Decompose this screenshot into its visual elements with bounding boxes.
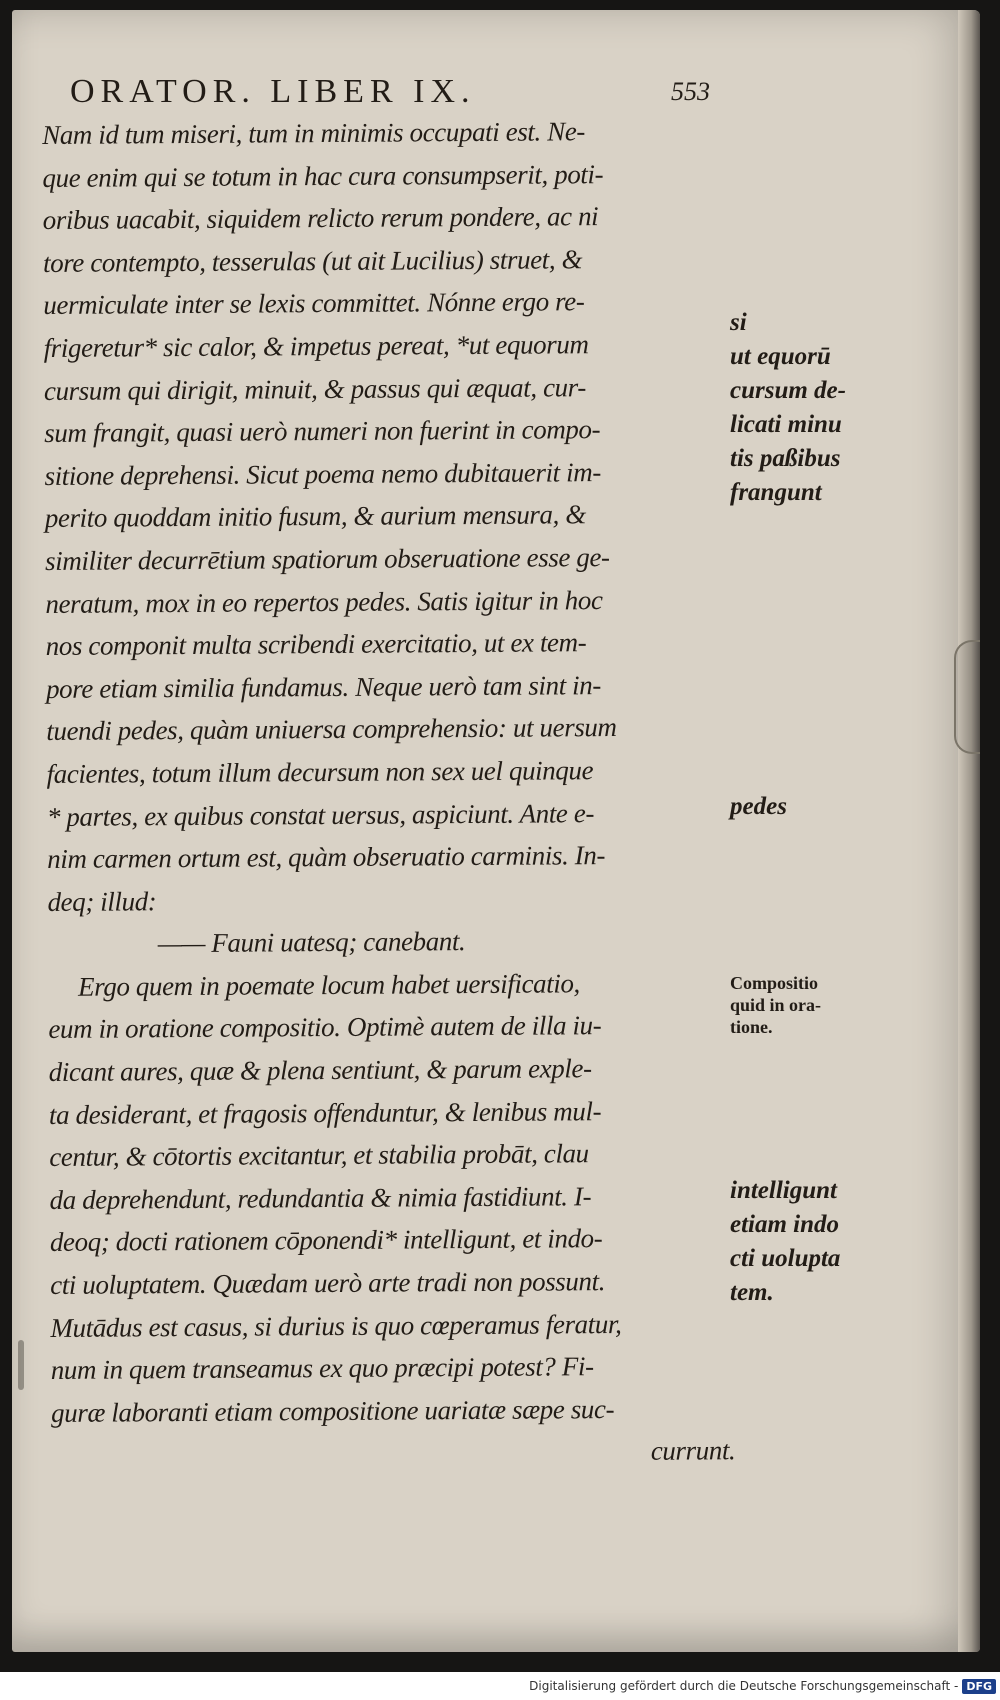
text-line: oribus uacabit, siquidem relicto rerum pondere, ac ni <box>42 201 599 236</box>
text-line: cursum qui dirigit, minuit, & passus qui æquat, cur- <box>43 371 586 406</box>
text-line: deoq; docti rationem cōponendi* intelligunt, et indo- <box>49 1223 603 1258</box>
text-line: que enim qui se totum in hac cura consumpserit, poti- <box>42 158 604 193</box>
margin-note-line: licati minu <box>730 411 842 438</box>
margin-note-equorum <box>730 306 846 510</box>
margin-note-line: tione. <box>730 1017 773 1037</box>
text-line: frigeretur* sic calor, & impetus pereat, *ut equorum <box>43 329 589 363</box>
text-line: cti uoluptatem. Quædam uerò arte tradi non possunt. <box>50 1266 606 1301</box>
running-head <box>70 72 710 112</box>
verse-quotation: —— Fauni uatesq; canebant. <box>157 926 466 959</box>
catchword-line: currunt. <box>650 1435 736 1467</box>
text-line: neratum, mox in eo repertos pedes. Satis igitur in hoc <box>45 584 603 619</box>
text-line: dicant aures, quæ & plena sentiunt, & parum exple- <box>48 1053 592 1088</box>
text-line: Mutādus est casus, si durius is quo cœperamus feratur, <box>50 1308 622 1343</box>
page-number: 553 <box>671 77 710 106</box>
text-line: guræ laboranti etiam compositione uariatæ sæpe suc- <box>50 1393 615 1428</box>
text-line: perito quoddam initio fusum, & aurium mensura, & <box>44 499 586 534</box>
ink-smudge <box>18 1340 24 1390</box>
page-clip <box>954 640 980 754</box>
dfg-logo-icon: DFG <box>962 1679 996 1694</box>
text-line: num in quem transeamus ex quo præcipi potest? Fi- <box>50 1351 594 1386</box>
margin-note-line: cti uolupta <box>730 1245 841 1272</box>
text-line: eum in oratione compositio. Optimè autem de illa iu- <box>48 1010 602 1045</box>
margin-note-line: quid in ora- <box>730 995 822 1015</box>
margin-note-line: Compositio <box>730 973 819 993</box>
text-line: * partes, ex quibus constat uersus, aspiciunt. Ante e- <box>46 797 595 832</box>
margin-note-line: frangunt <box>730 479 822 506</box>
margin-note-line: etiam indo <box>730 1211 840 1238</box>
text-line: da deprehendunt, redundantia & nimia fastidiunt. I- <box>49 1181 592 1215</box>
text-line: Ergo quem in poemate locum habet uersificatio, <box>77 968 580 1002</box>
text-line: ta desiderant, et fragosis offenduntur, & lenibus mul- <box>48 1095 602 1130</box>
text-line: sitione deprehensi. Sicut poema nemo dubitauerit im- <box>44 456 601 491</box>
margin-note-compositio <box>730 972 821 1038</box>
text-line: similiter decurrētium spatiorum obseruatione esse ge- <box>45 541 610 576</box>
text-line: facientes, totum illum decursum non sex uel quinque <box>46 755 594 789</box>
book-page <box>12 10 980 1652</box>
digitization-footer <box>0 1672 1000 1700</box>
text-line: pore etiam similia fundamus. Neque uerò tam sint in- <box>45 669 602 704</box>
margin-note-line: intelligunt <box>730 1177 837 1204</box>
main-text-block <box>42 109 741 1477</box>
text-line: Nam id tum miseri, tum in minimis occupati est. Ne- <box>42 116 586 150</box>
margin-note-line: pedes <box>730 793 787 820</box>
footer-credit: Digitalisierung gefördert durch die Deutsche Forschungsgemeinschaft - <box>529 1679 959 1693</box>
text-line: uermiculate inter se lexis committet. Nónne ergo re- <box>43 286 585 321</box>
text-line: centur, & cōtortis excitantur, et stabilia probāt, clau <box>49 1138 589 1173</box>
text-line: nos componit multa scribendi exercitatio, ut ex tem- <box>45 627 587 662</box>
running-head-title: ORATOR. LIBER IX. <box>70 73 476 110</box>
margin-note-line: si <box>730 309 747 336</box>
margin-note-line: tis paßibus <box>730 445 841 472</box>
text-line: tuendi pedes, quàm uniuersa comprehensio: ut uersum <box>46 712 617 747</box>
margin-note-line: ut equorū <box>730 343 831 370</box>
margin-note-line: tem. <box>730 1279 774 1306</box>
margin-note-intelligunt <box>730 1174 840 1310</box>
margin-note-pedes <box>730 790 787 824</box>
page-edge <box>958 10 980 1652</box>
margin-note-line: cursum de- <box>730 377 846 404</box>
text-line: sum frangit, quasi uerò numeri non fuerint in compo- <box>44 414 601 449</box>
text-line: nim carmen ortum est, quàm obseruatio carminis. In- <box>47 840 606 875</box>
text-line: deq; illud: <box>47 885 157 917</box>
text-line: tore contempto, tesserulas (ut ait Lucilius) struet, & <box>42 244 583 278</box>
